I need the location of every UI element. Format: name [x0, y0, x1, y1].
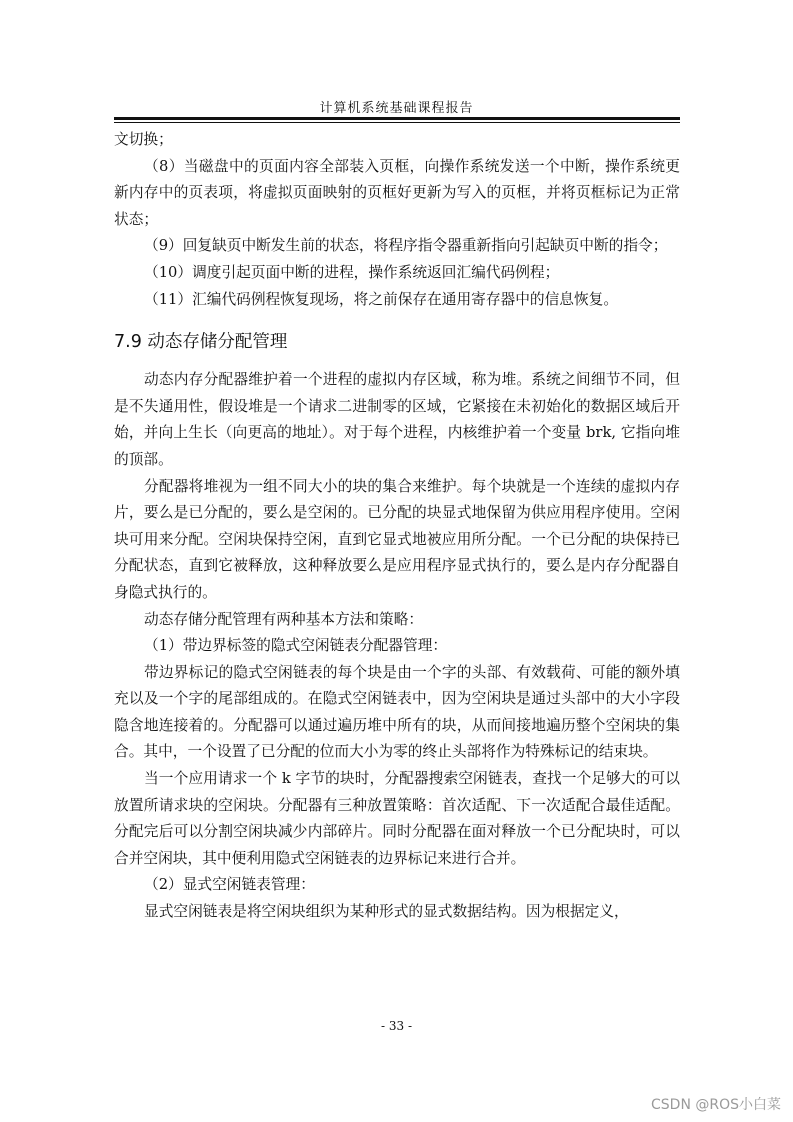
list-item-9: （9）回复缺页中断发生前的状态，将程序指令器重新指向引起缺页中断的指令； — [144, 237, 668, 255]
list-item-10: （10）调度引起页面中断的进程，操作系统返回汇编代码例程； — [144, 263, 560, 281]
running-header-title: 计算机系统基础课程报告 — [319, 101, 474, 116]
subheading-implicit-list: （1）带边界标签的隐式空闲链表分配器管理： — [144, 637, 448, 655]
subheading-explicit-list: （2）显式空闲链表管理： — [144, 876, 315, 894]
page-number: - 33 - — [380, 1019, 412, 1033]
watermark: CSDN @ROS小白菜 — [651, 1097, 781, 1113]
list-item-8: （8）当磁盘中的页面内容全部装入页框，向操作系统发送一个中断，操作系统更新内存中的页表项，将虚拟页面映射的页框好更新为写入的页框，并将页框标记为正常状态； — [114, 157, 680, 228]
paragraph: 动态内存分配器维护着一个进程的虚拟内存区域，称为堆。系统之间细节不同，但是不失通用性，假设堆是一个请求二进制零的区域，它紧接在未初始化的数据区域后开始，并向上生长（向更高的地址）。对于每个进程，内核维护着一个变量 brk, 它指向堆的顶部。 — [114, 371, 680, 468]
paragraph: 显式空闲链表是将空闲块组织为某种形式的显式数据结构。因为根据定义， — [144, 903, 629, 921]
document-body — [114, 127, 680, 926]
header-rule-thin — [114, 122, 680, 123]
paragraph: 当一个应用请求一个 k 字节的块时，分配器搜索空闲链表，查找一个足够大的可以放置所请求块的空闲块。分配器有三种放置策略：首次适配、下一次适配合最佳适配。分配完后可以分割空闲块减少内部碎片。同时分配器在面对释放一个已分配块时，可以合并空闲块，其中便利用隐式空闲链表的边界标记来进行合并。 — [114, 770, 680, 867]
paragraph: 带边界标记的隐式空闲链表的每个块是由一个字的头部、有效载荷、可能的额外填充以及一个字的尾部组成的。在隐式空闲链表中，因为空闲块是通过头部中的大小字段隐含地连接着的。分配器可以通过遍历堆中所有的块，从而间接地遍历整个空闲块的集合。其中，一个设置了已分配的位而大小为零的终止头部将作为特殊标记的结束块。 — [114, 663, 680, 761]
paragraph: 文切换； — [114, 131, 173, 148]
header-rule-thick — [114, 117, 680, 120]
paragraph: 动态存储分配管理有两种基本方法和策略： — [144, 610, 424, 628]
list-item-11: （11）汇编代码例程恢复现场，将之前保存在通用寄存器中的信息恢复。 — [144, 290, 619, 308]
paragraph: 分配器将堆视为一组不同大小的块的集合来维护。每个块就是一个连续的虚拟内存片，要么是已分配的，要么是空闲的。已分配的块显式地保留为供应用程序使用。空闲块可用来分配。空闲块保持空闲，直到它显式地被应用所分配。一个已分配的块保持已分配状态，直到它被释放，这种释放要么是应用程序显式执行的，要么是内存分配器自身隐式执行的。 — [114, 477, 680, 601]
section-heading: 7.9 动态存储分配管理 — [114, 332, 288, 353]
